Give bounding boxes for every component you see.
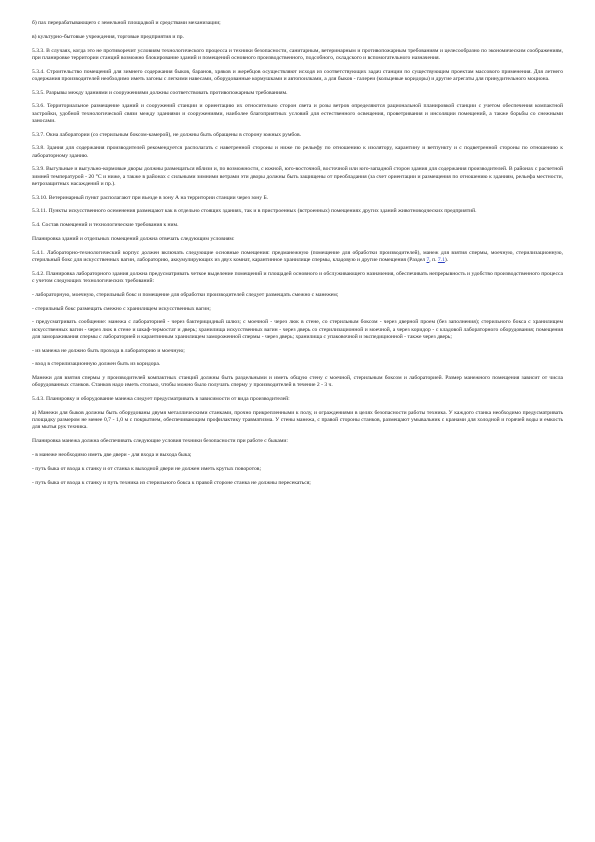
list-item-no-sharp-turns: - путь быка от входа к станку и от станка к выходной двери не должен иметь крутых поворотов; bbox=[32, 465, 261, 472]
paragraph-arena-requirements: Манежи для взятия спермы у производителей компактных станций должны быть раздельными и иметь общую стену с моечной, стерильным боксом и лабораторией. Размер манежного помещения зависит от числа оборудованных станков. Станков надо иметь столько, чтобы можно было получать сперму у производителей в течение 2 - 3 ч. bbox=[32, 375, 563, 389]
paragraph-5-3-7: 5.3.7. Окна лаборатории (со стерильным боксом-камерой), не должны быть обращены в сторону южных румбов. bbox=[32, 131, 302, 138]
clause-7-1-link[interactable]: 7.1 bbox=[437, 256, 445, 263]
paragraph-safety-intro: Планировка манежа должна обеспечивать следующие условия техники безопасности при работе с быками: bbox=[32, 438, 288, 445]
list-item-no-passage: - из манежа не должно быть прохода в лабораторию и моечную; bbox=[32, 347, 185, 354]
paragraph-item-b: б) пах перерабатывающего с земельной площадкой и средствами механизации; bbox=[32, 20, 221, 26]
list-item-lab-adjacent: - лабораторную, моечную, стерильный бокс и помещение для обработки производителей следует размещать смежно с манежем; bbox=[32, 291, 339, 298]
list-item-two-doors: - в манеже необходимо иметь две двери - для входа и выхода быка; bbox=[32, 451, 192, 458]
paragraph-5-4-3: 5.4.3. Планировку и оборудование манежа следует предусматривать в зависимости от вида производителей: bbox=[32, 396, 290, 403]
section-heading-5-4: 5.4. Состав помещений и технологические требования к ним. bbox=[32, 222, 179, 229]
paragraph-5-3-4: 5.3.4. Строительство помещений для зимнего содержания быков, баранов, хряков и жеребцов осуществляют исходя из соответствующих задач станции по существующим проектам массового применения. Для летнего содержания производителей необходимо иметь загоны с легкими навесами, оборудованные кормушками и автопоилками, а для быков - галереи (кольцевые коридоры) и другие агрегаты для принудительного моциона. bbox=[32, 68, 563, 82]
paragraph-5-3-11: 5.3.11. Пункты искусственного осеменения размещают как в отдельно стоящих зданиях, так и в пристроенных (встроенных) помещениях других зданий животноводческих предприятий. bbox=[32, 208, 477, 215]
paragraph-5-3-6: 5.3.6. Территориальное размещение зданий и сооружений станции и ориентацию их относительно сторон света и розы ветров определяются рациональной планировкой станции с учетом обеспечения компактной застройки, удобной технологической связи между зданиями и сооружениями, наиболее благоприятных условий для естественного освещения, проветривания и инсоляции помещений, а также борьбы со снежными заносами. bbox=[32, 103, 563, 124]
list-item-sterile-box: - стерильный бокс размещать смежно с хранилищем искусственных вагин; bbox=[32, 305, 211, 312]
paragraph-5-3-8: 5.3.8. Здания для содержания производителей рекомендуется располагать с наветренной стороны и ниже по рельефу по отношению к изолятору, карантину и ветпункту и с подветренной стороны по отношению к лабораторному зданию. bbox=[32, 145, 563, 159]
paragraph-planning-intro: Планировка зданий и отдельных помещений должна отвечать следующим условиям: bbox=[32, 235, 235, 242]
paragraph-5-3-10: 5.3.10. Ветеринарный пункт располагают при въезде в зону А на территории станции через зону Б. bbox=[32, 194, 269, 201]
paragraph-5-3-9: 5.3.9. Выгульные и выгульно-кормовые дворы должны размещаться вблизи и, по возможности, с южной, юго-восточной, восточной или юго-западной сторон здания для содержания производителей. В районах с расчетной зимней температурой - 20 °С и ниже, а также в районах с сильными зимними ветрами эти дворы должны быть защищены от преобладания (за счет ориентации и размещения по отношению к зданиям, рельефа местности, ветрозащитных насаждений и пр.). bbox=[32, 166, 563, 187]
paragraph-5-3-5: 5.3.5. Разрывы между зданиями и сооружениями должны соответствовать противопожарным требованиям. bbox=[32, 89, 288, 96]
paragraph-5-4-1-text: 5.4.1. Лабораторно-технологический корпус должен включать следующие основные помещения: предманежную (помещение для обработки производителей), манеж для взятия спермы, моечную, стерилизационную, стерильный бокс для искусственных вагин, лабораторию, аккумулирующих из двух комнат, карантинное хранилище спермы, кладовую и другие помещения (Раздел 7, п. 7.1). bbox=[32, 249, 563, 263]
paragraph-5-4-2: 5.4.2. Планировка лабораторного здания должна предусматривать четкое выделение помещений и площадей основного и обслуживающего назначения, обеспечивать непрерывность и удобство производственного процесса с учетом следующих технологических требований: bbox=[32, 270, 563, 284]
list-item-no-crossing: - путь быка от входа к станку и путь техника из стерильного бокса к правой стороне станка не должны пересекаться; bbox=[32, 479, 311, 486]
list-item-sterilization-entry: - вход в стерилизационную должен быть из коридора. bbox=[32, 361, 161, 368]
paragraph-5-4-1 bbox=[32, 250, 563, 264]
paragraph-item-a-bulls: а) Манежи для быков должны быть оборудованы двумя металлическими станками, прочно прикрепленными к полу, и ограждениями в целях безопасности работы техника. У каждого станка необходимо предусматривать площадку размером не менее 0,7 - 1,0 м с покрытием, обеспечивающим профилактику травматизма. У стены манежа, с правой стороны станков, размещают умывальник с кранами для холодной и горячей воды и емкость для мытья рук техника. bbox=[32, 409, 563, 431]
paragraph-5-3-3: 5.3.3. В случаях, когда это не противоречит условиям технологического процесса и техники безопасности, санитарным, ветеринарным и противопожарным требованиям и целесообразно по экономическим соображениям, при планировке территории станций возможно блокирование зданий и помещений основного производственного, подсобного, складского и вспомогательного назначения. bbox=[32, 47, 563, 61]
section-7-link[interactable]: 7 bbox=[426, 256, 430, 263]
list-item-communication: - предусматривать сообщение: манежа с лабораторией - через бактерицидный шлюз; с моечной - через люк в стене, со стерильным боксом - через дверной проем (без заполнения); стерильного бокса с хранилищем искусственных вагин - через люк в стене и шкаф-термостат и дверь; хранилища искусственных вагин - через дверь со стерилизационной и моечной, а через коридор - с кладовой лабораторного оборудования; помещения для замораживания спермы с лабораторией и карантинным хранилищем замороженной спермы - через дверь; хранилища с упаковочной и экспедиционной - также через дверь; bbox=[32, 319, 563, 340]
paragraph-item-v: в) культурно-бытовые учреждения, торговые предприятия и пр. bbox=[32, 33, 184, 40]
